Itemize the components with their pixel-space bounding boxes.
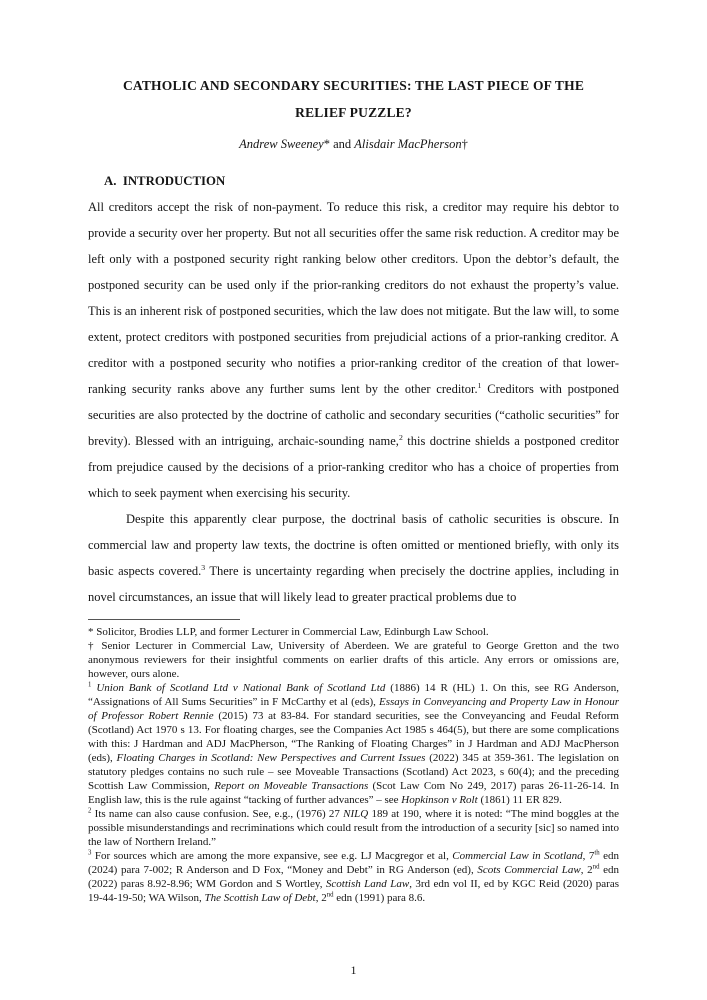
footnote-1: $^1$ Union Bank of Scotland Ltd v National Bank of Scotland Ltd (1886) 14 R (HL) 1. On this, see RG Anderson, “Assignations of All Sums Securities” in F McCarthy et al (eds), Essays in Conveyancing and Property Law in Honour of Professor Robert Rennie (2015) 73 at 83-84. For standard securities, see the Conveyancing and Feudal Reform (Scotland) Act 1970 s 13. For floating charges, see the Companies Act 1985 s 464(5), but there are some complications with this: J Hardman and ADJ MacPherson, “The Ranking of Floating Charges” in J Hardman and ADJ MacPherson (eds), Floating Charges in Scotland: New Perspectives and Current Issues (2022) 345 at 359-361. The legislation on statutory pledges contains no such rule – see Moveable Transactions (Scotland) Act 2023, s 60(4); and the preceding Scottish Law Commission, Report on Moveable Transactions (Scot Law Com No 249, 2017) paras 26-11-26-14. In English law, this is the rule against “tacking of further advances” – see Hopkinson v Rolt (1861) 11 ER 829. [88,681,620,806]
footnote-2: $^2$ Its name can also cause confusion. See, e.g., (1976) 27 NILQ 189 at 190, where it is noted: “The mind boggles at the possible misunderstandings and recriminations which could result from the introduction of a security [sic] so named into the law of Northern Ireland.” [88,807,619,848]
paper-title [88,72,619,126]
body-paragraph-2: Despite this apparently clear purpose, the doctrinal basis of catholic securities is obscure. In commercial law and property law texts, the doctrine is often omitted or mentioned briefly, with only its basic aspects covered.$^3$ There is uncertainty regarding when precisely the doctrine applies, including in novel circumstances, an issue that will likely lead to greater practical problems due to [88,512,619,604]
footnote-separator [88,619,240,620]
body-paragraph-1: All creditors accept the risk of non-payment. To reduce this risk, a creditor may require his debtor to provide a security over her property. But not all securities offer the same risk reduction. A creditor may be left only with a postponed security right ranking below other creditors. Upon the debtor’s default, the postponed security can be used only if the prior-ranking creditors do not exhaust the property’s value. This is an inherent risk of postponed securities, which the law does not mitigate. But the law will, to some extent, protect creditors with postponed securities from prejudicial actions of a prior-ranking creditor. A creditor with a postponed security who notifies a prior-ranking creditor of the creation of that lower-ranking security ranks above any further sums lent by the other creditor.$^1$ Creditors with postponed securities are also protected by the doctrine of catholic and secondary securities (“catholic securities” for brevity). Blessed with an intriguing, archaic-sounding name,$^2$ this doctrine shields a postponed creditor from prejudice caused by the decisions of a prior-ranking creditor who has a choice of properties from which to seek payment when exercising his security. [88,200,619,500]
footnote-3: $^3$ For sources which are among the more expansive, see e.g. LJ Macgregor et al, Commercial Law in Scotland, 7th edn (2024) para 7-002; R Anderson and D Fox, “Money and Debt” in RG Anderson (ed), Scots Commercial Law, 2nd edn (2022) paras 8.92-8.96; WM Gordon and S Wortley, Scottish Land Law, 3rd edn vol II, ed by KGC Reid (2020) paras 19-44-19-50; WA Wilson, The Scottish Law of Debt, 2nd edn (1991) para 8.6. [88,849,619,904]
page-number: 1 [350,963,357,977]
authors-line: Andrew Sweeney* and Alisdair MacPherson† [239,137,468,151]
footnote-dagger: † Senior Lecturer in Commercial Law, University of Aberdeen. We are grateful to George Gretton and the two anonymous reviewers for their insightful comments on earlier drafts of this article. Any errors or omissions are, however, ours alone. [88,640,619,680]
paper-title-line-1: CATHOLIC AND SECONDARY SECURITIES: THE LAST PIECE OF THE [122,78,585,93]
footnote-star: * Solicitor, Brodies LLP, and former Lecturer in Commercial Law, Edinburgh Law School. [88,626,489,638]
section-heading-introduction: A. INTRODUCTION [104,174,226,188]
paper-title-line-2: RELIEF PUZZLE? [295,105,412,120]
footnotes-block [88,625,619,905]
